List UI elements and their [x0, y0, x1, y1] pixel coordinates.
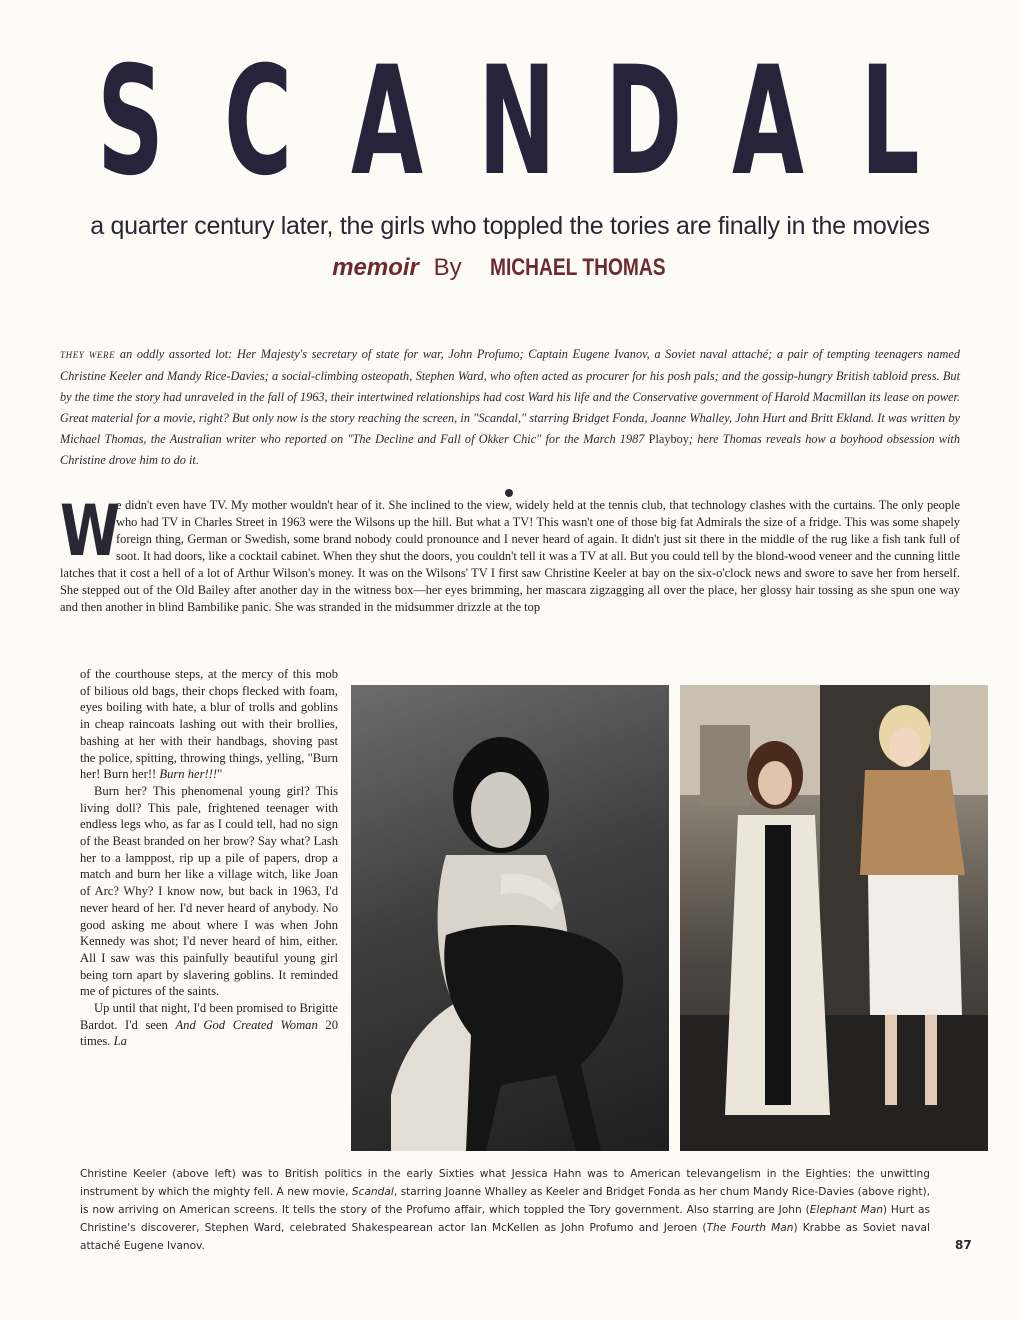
- column-paragraph: of the courthouse steps, at the mercy of this mob of bilious old bags, their chops flecked with foam, eyes boiling with hate, a blur of trolls and goblins in cheap raincoats lashing out with their brollies, bashing at her with their handbags, shoving past the police, spitting, throwing things, yelling, "Burn her! Burn her!! Burn her!!!": [80, 667, 338, 782]
- column-paragraph: Burn her? This phenomenal young girl? This living doll? This pale, frightened teenager with endless legs who, as far as I could tell, had no sign of the Beast branded on her brow? Say what? Lash her to a lamppost, rip up a pile of papers, drop a match and burn her like a village witch, like Joan of Arc? Why? I know now, but back in 1963, I'd never heard of her. I'd never heard of anybody. No good asking me about where I was when John Kennedy was shot; I'd never heard of him, either. All I saw was this painfully beautiful young girl being torn apart by slavering goblins. It reminded me of pictures of the saints.: [80, 783, 338, 999]
- chair-portrait-illustration: [351, 685, 669, 1151]
- intro-deck: [60, 344, 960, 471]
- riverside-scene-illustration: [680, 685, 988, 1151]
- byline: [0, 254, 1020, 282]
- section-bullet: [505, 489, 513, 497]
- intro-lead: THEY WERE: [60, 350, 116, 360]
- byline-kind: memoir: [332, 254, 419, 281]
- headline-letter: L: [860, 35, 920, 209]
- page-number: 87: [955, 1238, 972, 1252]
- intro-text-end: ; here Thomas reveals how a boyhood obsession with Christine drove him to do it.: [60, 432, 960, 467]
- subtitle: a quarter century later, the girls who toppled the tories are finally in the movies: [90, 212, 930, 240]
- photo-christine-keeler: [351, 685, 669, 1151]
- headline-letter: D: [605, 35, 683, 209]
- headline-letter: A: [732, 35, 804, 209]
- article-column: [80, 666, 338, 1050]
- headline: [78, 35, 940, 209]
- opening-paragraph: e didn't even have TV. My mother wouldn't hear of it. She inclined to the view, widely held at the tennis club, that technology clashes with the curtains. The only people who had TV in Charles Street in 1963 were the Wilsons up the hill. But what a TV! This wasn't one of those big fat Admirals the size of a fridge. This was some shapely foreign thing, German or Swedish, some brand nobody could pronounce and I never heard of again. It didn't just sit there in the middle of the rug like a fish tank full of soot. It had doors, like a cocktail cabinet. When they shut the doors, you couldn't tell it was a TV at all. But you could tell by the blond-wood veneer and the cunning little latches that it cost a hell of a lot of Arthur Wilson's money. It was on the Wilsons' TV I first saw Christine Keeler at bay on the six-o'clock news and swore to save her from herself. She stepped out of the Old Bailey after another day in the witness box—her eyes brimming, her mascara zigzagging all over the place, her glossy hair tossing as she spun one way and then another in blind Bambilike panic. She was stranded in the midsummer drizzle at the top: [60, 498, 960, 614]
- intro-magazine: Playboy: [648, 432, 689, 446]
- intro-text: an oddly assorted lot: Her Majesty's secretary of state for war, John Profumo; Captain Eugene Ivanov, a Soviet naval attaché; a pair of tempting teenagers named Christine Keeler and Mandy Rice-Davies; a social-climbing osteopath, Stephen Ward, who often acted as procurer for his posh pals; and the gossip-hungry British tabloid press. But by the time the story had unraveled in the fall of 1963, their intertwined relationships had cost Ward his life and the Conservative government of Harold Macmillan its lease on power. Great material for a movie, right? But only now is the story reaching the screen, in "Scandal," starring Bridget Fonda, Joanne Whalley, John Hurt and Britt Ekland. It was written by Michael Thomas, the Australian writer who reported on "The Decline and Fall of Okker Chic" for the March 1987: [60, 347, 960, 446]
- drop-cap: W: [60, 490, 121, 572]
- byline-by: By: [433, 254, 462, 281]
- headline-letter: S: [97, 35, 164, 209]
- headline-letter: N: [478, 35, 556, 209]
- headline-letter: A: [351, 35, 423, 209]
- article-opening: [60, 490, 960, 616]
- byline-author: MICHAEL THOMAS: [490, 254, 666, 281]
- photo-whalley-fonda: [680, 685, 988, 1151]
- headline-letter: C: [224, 35, 293, 209]
- photo-caption: Christine Keeler (above left) was to British politics in the early Sixties what Jessica Hahn was to American televangelism in the Eighties: the unwitting instrument by which the mighty fell. A new movie, Scandal, starring Joanne Whalley as Keeler and Bridget Fonda as her chum Mandy Rice-Davies (above right), is now arriving on American screens. It tells the story of the Profumo affair, which toppled the Tory government. Also starring are John (Elephant Man) Hurt as Christine's discoverer, Stephen Ward, celebrated Shakespearean actor Ian McKellen as John Profumo and Jeroen (The Fourth Man) Krabbe as Soviet naval attaché Eugene Ivanov.: [80, 1168, 931, 1252]
- column-paragraph: Up until that night, I'd been promised to Brigitte Bardot. I'd seen And God Created Woman 20 times. La: [80, 1001, 338, 1049]
